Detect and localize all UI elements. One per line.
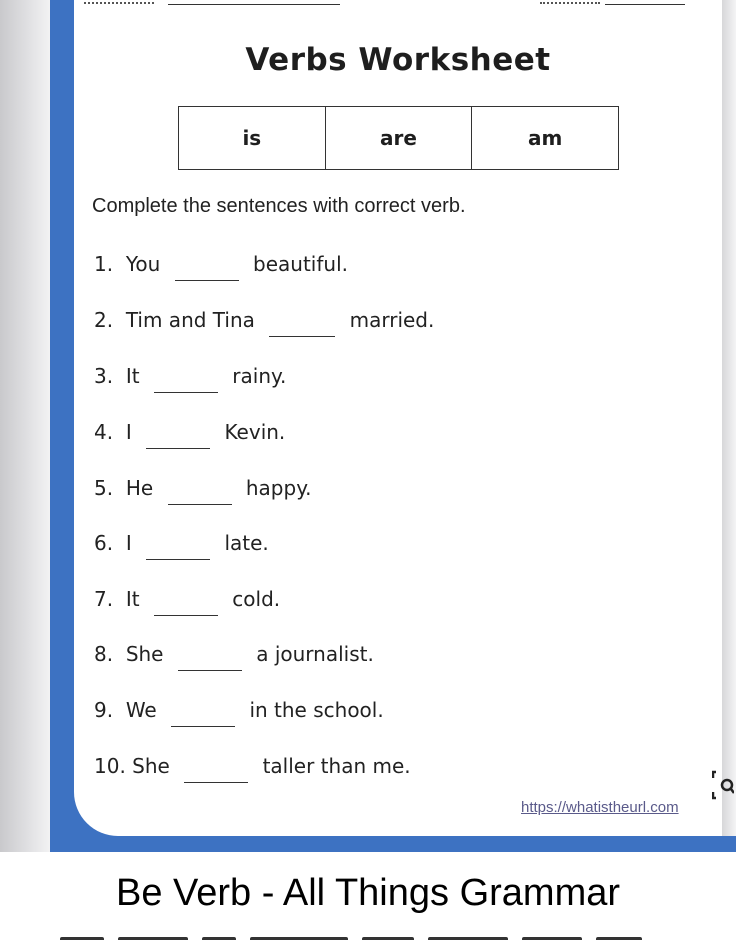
question-1 <box>94 252 348 276</box>
question-4 <box>94 420 285 444</box>
question-number: 6. <box>94 531 114 555</box>
question-before: He <box>125 476 154 500</box>
question-after: rainy. <box>232 364 287 388</box>
name-field-line <box>84 0 154 4</box>
question-before: I <box>125 420 132 444</box>
question-number: 4. <box>94 420 114 444</box>
date-field-line <box>540 0 600 4</box>
question-before: She <box>125 642 164 666</box>
question-after: taller than me. <box>262 754 411 778</box>
question-before: You <box>125 252 161 276</box>
question-9 <box>94 698 384 722</box>
left-margin-shade <box>0 0 50 852</box>
question-before: Tim and Tina <box>125 308 255 332</box>
question-after: happy. <box>245 476 312 500</box>
date-blank-line <box>605 4 685 5</box>
cutoff-text-line <box>60 928 736 940</box>
answer-blank[interactable] <box>146 447 210 449</box>
question-3 <box>94 364 286 388</box>
verb-cell-am: am <box>472 107 619 170</box>
answer-blank[interactable] <box>178 669 242 671</box>
question-number: 1. <box>94 252 114 276</box>
question-before: I <box>125 531 132 555</box>
sheet-edge-shade <box>722 0 736 836</box>
question-number: 8. <box>94 642 114 666</box>
verb-cell-are: are <box>325 107 472 170</box>
answer-blank[interactable] <box>184 781 248 783</box>
question-number: 5. <box>94 476 114 500</box>
verb-table <box>178 106 619 170</box>
question-after: a journalist. <box>256 642 374 666</box>
question-after: beautiful. <box>253 252 348 276</box>
question-before: It <box>125 587 140 611</box>
question-5 <box>94 476 312 500</box>
question-before: We <box>125 698 157 722</box>
question-after: in the school. <box>249 698 384 722</box>
worksheet-title: Verbs Worksheet <box>245 42 551 78</box>
answer-blank[interactable] <box>146 558 210 560</box>
answer-blank[interactable] <box>175 279 239 281</box>
answer-blank[interactable] <box>154 391 218 393</box>
question-10 <box>94 754 411 778</box>
question-number: 10. <box>94 754 126 778</box>
question-after: late. <box>224 531 269 555</box>
instruction-text: Complete the sentences with correct verb. <box>92 195 466 217</box>
pin-caption: Be Verb - All Things Grammar <box>115 872 621 914</box>
question-number: 3. <box>94 364 114 388</box>
question-after: cold. <box>232 587 281 611</box>
question-after: married. <box>349 308 435 332</box>
source-url[interactable]: https://whatistheurl.com <box>521 799 679 816</box>
question-6 <box>94 531 269 555</box>
question-7 <box>94 587 280 611</box>
question-number: 7. <box>94 587 114 611</box>
question-number: 2. <box>94 308 114 332</box>
question-2 <box>94 308 434 332</box>
question-8 <box>94 642 374 666</box>
question-before: She <box>132 754 170 778</box>
question-number: 9. <box>94 698 114 722</box>
answer-blank[interactable] <box>269 335 335 337</box>
question-before: It <box>125 364 140 388</box>
answer-blank[interactable] <box>168 503 232 505</box>
answer-blank[interactable] <box>171 725 235 727</box>
answer-blank[interactable] <box>154 614 218 616</box>
scan-corner-icon[interactable] <box>712 770 734 800</box>
name-blank-line <box>168 4 340 5</box>
question-after: Kevin. <box>224 420 286 444</box>
verb-cell-is: is <box>179 107 326 170</box>
